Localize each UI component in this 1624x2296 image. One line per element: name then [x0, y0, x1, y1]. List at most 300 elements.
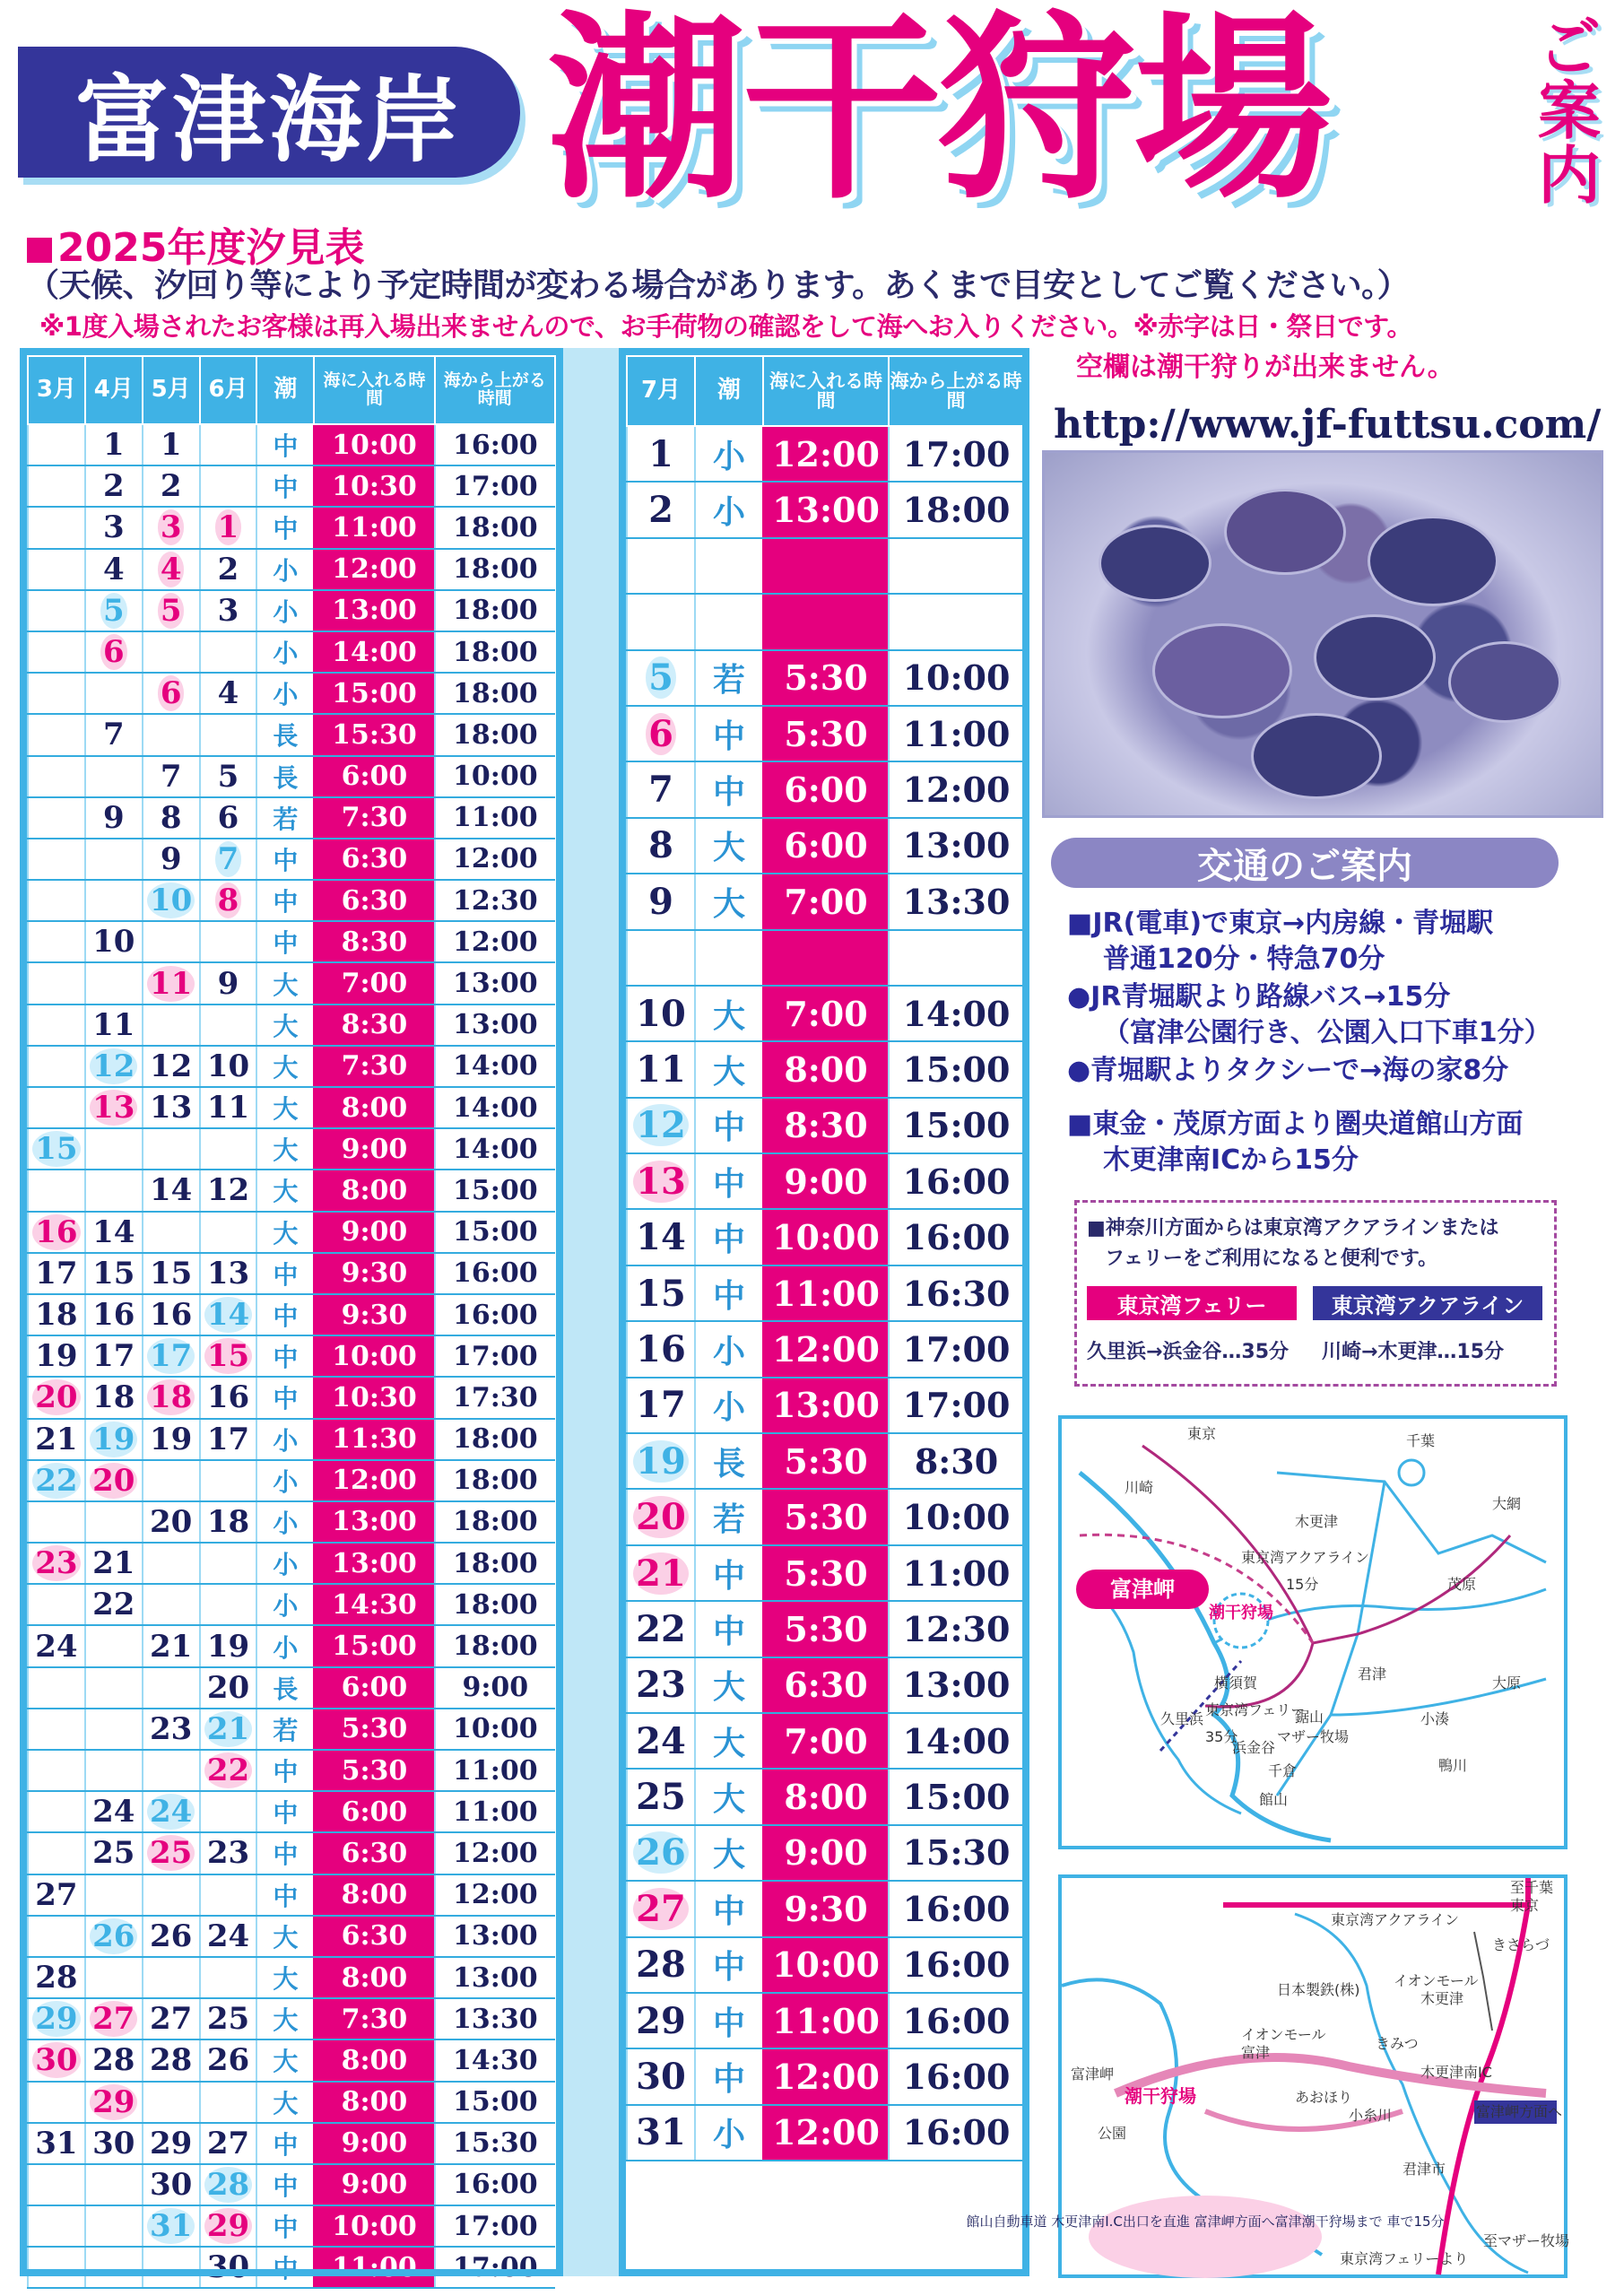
day-cell [143, 1874, 200, 1916]
table-row [28, 1750, 555, 1791]
day-cell: 29 [85, 2082, 143, 2123]
map-label: 千葉 [1406, 1432, 1436, 1449]
tide-cell: 中 [256, 839, 314, 880]
column-header: 海に入れる時間 [314, 356, 434, 424]
day-cell [143, 1460, 200, 1501]
day-cell [200, 714, 257, 755]
svg-text:潮干狩場: 潮干狩場 [1209, 1604, 1273, 1622]
table-row [627, 594, 1023, 649]
tide-cell: 中 [256, 2164, 314, 2205]
day-cell: 19 [143, 1419, 200, 1460]
day-cell: 2 [200, 549, 257, 590]
enter-time-cell: 15:30 [314, 714, 434, 755]
day-cell: 3 [200, 590, 257, 631]
exit-time-cell: 12:00 [435, 1874, 555, 1916]
day-cell: 17 [28, 1253, 85, 1294]
enter-time-cell: 12:00 [763, 2048, 889, 2104]
day-cell: 27 [28, 1874, 85, 1916]
day-cell: 23 [143, 1709, 200, 1750]
exit-time-cell [889, 594, 1023, 649]
column-header: 海に入れる時間 [763, 356, 889, 426]
map-label: きみつ [1376, 2035, 1419, 2052]
exit-time-cell: 18:00 [435, 549, 555, 590]
tide-cell: 小 [695, 1321, 763, 1377]
tide-cell: 中 [256, 1335, 314, 1377]
day-cell [28, 756, 85, 797]
day-cell [28, 880, 85, 921]
day-cell: 26 [200, 2039, 257, 2081]
table-row [28, 1004, 555, 1046]
day-cell: 10 [200, 1046, 257, 1087]
map-label: 君津市 [1403, 2161, 1446, 2178]
svg-text:潮干狩場: 潮干狩場 [1125, 2085, 1196, 2107]
enter-time-cell: 5:30 [763, 1545, 889, 1601]
day-cell [28, 424, 85, 465]
day-cell: 11 [85, 1004, 143, 1046]
day-cell: 13 [200, 1253, 257, 1294]
ferry-badge: 東京湾フェリー [1087, 1286, 1297, 1320]
exit-time-cell: 17:00 [889, 1378, 1023, 1433]
tide-cell: 小 [695, 426, 763, 482]
day-cell: 21 [85, 1543, 143, 1584]
table-row [28, 590, 555, 631]
tide-cell: 小 [256, 1460, 314, 1501]
day-cell: 20 [143, 1501, 200, 1543]
day-cell: 17 [143, 1335, 200, 1377]
exit-time-cell: 11:00 [435, 1750, 555, 1791]
enter-time-cell: 6:30 [314, 1916, 434, 1957]
column-header: 潮 [695, 356, 763, 426]
enter-time-cell: 9:00 [763, 1825, 889, 1881]
exit-time-cell: 10:00 [435, 1709, 555, 1750]
exit-time-cell: 13:30 [435, 1998, 555, 2039]
day-cell: 24 [28, 1625, 85, 1666]
exit-time-cell: 12:00 [435, 1832, 555, 1874]
tide-cell: 大 [256, 1998, 314, 2039]
day-cell [85, 1170, 143, 1211]
day-cell [200, 2082, 257, 2123]
aqualine-route: 川崎→木更津…15分 [1322, 1341, 1505, 1363]
column-header: 4月 [85, 356, 143, 424]
table-row [627, 538, 1023, 594]
notice-reentry: ※1度入場されたお客様は再入場出来ませんので、お手荷物の確認をして海へお入りください。※赤字は日・祭日です。 [39, 311, 1413, 342]
enter-time-cell: 6:30 [314, 880, 434, 921]
day-cell: 5 [143, 590, 200, 631]
tide-cell: 中 [695, 1545, 763, 1601]
day-cell: 14 [85, 1212, 143, 1253]
table-row [28, 880, 555, 921]
enter-time-cell: 6:00 [763, 818, 889, 874]
day-cell [85, 1667, 143, 1709]
exit-time-cell: 12:30 [435, 880, 555, 921]
day-cell [143, 2082, 200, 2123]
tide-cell: 大 [256, 1046, 314, 1087]
tide-cell: 大 [256, 1004, 314, 1046]
tide-cell: 若 [256, 797, 314, 839]
enter-time-cell: 11:00 [314, 2247, 434, 2288]
day-cell [627, 538, 695, 594]
exit-time-cell: 11:00 [889, 1545, 1023, 1601]
exit-time-cell: 13:30 [889, 874, 1023, 929]
access-line-bus-detail: （富津公園行き、公園入口下車1分） [1103, 1017, 1551, 1048]
enter-time-cell: 8:00 [763, 1769, 889, 1824]
enter-time-cell: 6:00 [314, 756, 434, 797]
day-cell: 21 [200, 1709, 257, 1750]
day-cell: 21 [143, 1625, 200, 1666]
day-cell: 27 [200, 2123, 257, 2164]
map-label: 東京湾フェリーより [1340, 2250, 1469, 2267]
map-label: 川崎 [1125, 1479, 1154, 1496]
exit-time-cell: 18:00 [435, 1625, 555, 1666]
enter-time-cell: 5:30 [763, 1433, 889, 1489]
day-cell: 4 [143, 549, 200, 590]
map-label: イオンモール [1394, 1972, 1479, 1989]
enter-time-cell: 12:00 [763, 1321, 889, 1377]
enter-time-cell: 9:30 [314, 1294, 434, 1335]
exit-time-cell: 18:00 [435, 1460, 555, 1501]
day-cell [85, 1874, 143, 1916]
exit-time-cell: 17:00 [889, 1321, 1023, 1377]
enter-time-cell: 8:00 [314, 1170, 434, 1211]
column-header: 3月 [28, 356, 85, 424]
tide-cell: 大 [695, 1713, 763, 1769]
tide-cell: 大 [695, 1825, 763, 1881]
day-cell [143, 921, 200, 962]
day-cell: 13 [143, 1087, 200, 1128]
table-row [28, 1791, 555, 1832]
table-row [28, 1046, 555, 1087]
table-row [627, 1321, 1023, 1377]
tide-cell: 大 [256, 1170, 314, 1211]
enter-time-cell: 10:30 [314, 465, 434, 507]
table-row [28, 839, 555, 880]
exit-time-cell: 16:30 [889, 1265, 1023, 1321]
tide-cell: 中 [256, 880, 314, 921]
tide-cell: 中 [256, 424, 314, 465]
tide-cell: 大 [695, 1657, 763, 1713]
day-cell: 21 [28, 1419, 85, 1460]
tide-cell: 中 [256, 2247, 314, 2288]
day-cell [200, 921, 257, 962]
tide-cell: 大 [256, 962, 314, 1004]
day-cell [200, 1128, 257, 1170]
day-cell: 27 [143, 1998, 200, 2039]
day-cell: 10 [143, 880, 200, 921]
day-cell: 31 [143, 2205, 200, 2247]
map-label: 日本製鉄(株) [1277, 1981, 1360, 1998]
tide-cell: 中 [695, 706, 763, 761]
day-cell: 11 [200, 1087, 257, 1128]
map-label: 鴨川 [1438, 1757, 1468, 1774]
tide-cell: 小 [695, 482, 763, 537]
tide-cell: 若 [695, 650, 763, 706]
tide-table-jul [626, 355, 1024, 2161]
day-cell: 22 [200, 1750, 257, 1791]
map-label: マザー牧場 [1277, 1728, 1350, 1745]
tide-cell: 中 [256, 1377, 314, 1418]
day-cell: 19 [85, 1419, 143, 1460]
day-cell [85, 1750, 143, 1791]
day-cell: 6 [143, 673, 200, 714]
day-cell: 18 [28, 1294, 85, 1335]
day-cell: 28 [28, 1957, 85, 1998]
tide-cell: 中 [256, 465, 314, 507]
table-row [28, 1832, 555, 1874]
enter-time-cell: 9:30 [763, 1881, 889, 1936]
enter-time-cell: 7:00 [314, 962, 434, 1004]
tide-cell: 小 [256, 1584, 314, 1625]
enter-time-cell: 10:30 [314, 1377, 434, 1418]
day-cell: 9 [85, 797, 143, 839]
day-cell: 5 [200, 756, 257, 797]
day-cell: 1 [143, 424, 200, 465]
tide-table-mar-jun [27, 355, 556, 2289]
table-row [28, 756, 555, 797]
enter-time-cell: 13:00 [314, 1543, 434, 1584]
access-line-train: ■JR(電車)で東京→内房線・青堀駅 [1067, 908, 1494, 939]
table-row [28, 1709, 555, 1750]
exit-time-cell: 13:00 [889, 818, 1023, 874]
table-row [627, 706, 1023, 761]
enter-time-cell: 13:00 [763, 1378, 889, 1433]
table-row [28, 2247, 555, 2288]
day-cell [143, 1128, 200, 1170]
table-row [627, 818, 1023, 874]
exit-time-cell: 17:00 [889, 426, 1023, 482]
map-label: 東京湾アクアライン [1331, 1911, 1460, 1928]
day-cell [200, 1212, 257, 1253]
tide-cell: 長 [695, 1433, 763, 1489]
exit-time-cell: 17:30 [435, 1377, 555, 1418]
day-cell: 15 [143, 1253, 200, 1294]
exit-time-cell: 11:00 [435, 797, 555, 839]
table-row [28, 2164, 555, 2205]
day-cell: 25 [85, 1832, 143, 1874]
enter-time-cell: 13:00 [314, 1501, 434, 1543]
table-row [627, 482, 1023, 537]
day-cell: 13 [627, 1153, 695, 1209]
day-cell: 26 [627, 1825, 695, 1881]
table-row [627, 1825, 1023, 1881]
map-label: 35分 [1205, 1728, 1238, 1745]
day-cell [28, 2247, 85, 2288]
table-row [28, 1667, 555, 1709]
enter-time-cell: 14:00 [314, 631, 434, 673]
tide-cell: 中 [695, 2048, 763, 2104]
main-title: 潮干狩場 [547, 0, 1329, 226]
day-cell: 18 [200, 1501, 257, 1543]
day-cell: 15 [200, 1335, 257, 1377]
notice-main: （天候、汐回り等により予定時間が変わる場合があります。あくまで目安としてご覧ください。） [27, 267, 1410, 304]
exit-time-cell: 12:00 [889, 761, 1023, 817]
exit-time-cell: 17:00 [435, 2205, 555, 2247]
tide-cell: 大 [256, 1212, 314, 1253]
exit-time-cell: 10:00 [889, 650, 1023, 706]
day-cell: 21 [627, 1545, 695, 1601]
day-cell: 23 [627, 1657, 695, 1713]
access-title: 交通のご案内 [1051, 838, 1559, 888]
day-cell: 20 [200, 1667, 257, 1709]
day-cell [28, 1791, 85, 1832]
day-cell: 29 [143, 2123, 200, 2164]
exit-time-cell: 16:00 [435, 1294, 555, 1335]
day-cell [28, 921, 85, 962]
enter-time-cell: 15:00 [314, 673, 434, 714]
day-cell [200, 1874, 257, 1916]
enter-time-cell: 11:00 [314, 507, 434, 548]
exit-time-cell: 16:00 [435, 1253, 555, 1294]
tide-cell: 中 [256, 1253, 314, 1294]
tide-cell: 大 [256, 1916, 314, 1957]
day-cell: 25 [200, 1998, 257, 2039]
day-cell: 16 [28, 1212, 85, 1253]
map-label: 小糸川 [1349, 2107, 1393, 2124]
exit-time-cell: 16:00 [889, 1153, 1023, 1209]
day-cell [627, 594, 695, 649]
day-cell: 19 [28, 1335, 85, 1377]
exit-time-cell: 17:00 [435, 2247, 555, 2288]
day-cell: 20 [85, 1460, 143, 1501]
tide-cell: 小 [256, 673, 314, 714]
tide-cell: 中 [256, 1874, 314, 1916]
day-cell [85, 1501, 143, 1543]
website-link[interactable]: http://www.jf-futtsu.com/ [1054, 402, 1602, 448]
day-cell: 30 [28, 2039, 85, 2081]
day-cell [28, 673, 85, 714]
exit-time-cell: 13:00 [435, 962, 555, 1004]
day-cell: 28 [627, 1937, 695, 1993]
tide-cell: 中 [256, 1294, 314, 1335]
exit-time-cell: 14:00 [435, 1046, 555, 1087]
column-header: 7月 [627, 356, 695, 426]
day-cell [200, 631, 257, 673]
day-cell: 5 [85, 590, 143, 631]
day-cell: 15 [28, 1128, 85, 1170]
svg-text:館山自動車道 木更津南I.C出口を直進 富津岬方面へ富津潮干: 館山自動車道 木更津南I.C出口を直進 富津岬方面へ富津潮干狩場まで 車で15分 [966, 2213, 1445, 2230]
day-cell: 31 [627, 2105, 695, 2161]
exit-time-cell: 16:00 [889, 1209, 1023, 1265]
map-label: 横須賀 [1214, 1674, 1258, 1692]
tide-cell: 中 [256, 1750, 314, 1791]
day-cell: 30 [200, 2247, 257, 2288]
tide-cell: 小 [695, 2105, 763, 2161]
enter-time-cell: 13:00 [314, 590, 434, 631]
day-cell: 3 [143, 507, 200, 548]
exit-time-cell: 10:00 [889, 1489, 1023, 1544]
day-cell: 28 [85, 2039, 143, 2081]
map-label: 大網 [1492, 1495, 1522, 1512]
exit-time-cell: 18:00 [435, 1419, 555, 1460]
tide-cell: 大 [695, 986, 763, 1041]
day-cell [143, 1212, 200, 1253]
day-cell: 20 [627, 1489, 695, 1544]
enter-time-cell: 10:00 [314, 424, 434, 465]
day-cell [85, 2205, 143, 2247]
enter-time-cell: 5:30 [314, 1750, 434, 1791]
day-cell: 18 [143, 1377, 200, 1418]
map-label: イオンモール [1241, 2026, 1326, 2043]
square-bullet-icon [27, 238, 52, 263]
exit-time-cell: 18:00 [435, 1543, 555, 1584]
exit-time-cell: 12:30 [889, 1601, 1023, 1657]
day-cell: 24 [200, 1916, 257, 1957]
exit-time-cell: 15:00 [435, 1170, 555, 1211]
day-cell [28, 590, 85, 631]
exit-time-cell: 18:00 [435, 1584, 555, 1625]
day-cell [28, 1046, 85, 1087]
map-label: 東京 [1187, 1425, 1217, 1442]
exit-time-cell: 17:00 [435, 465, 555, 507]
day-cell: 7 [143, 756, 200, 797]
table-row [28, 2205, 555, 2247]
table-row [627, 1937, 1023, 1993]
enter-time-cell: 12:00 [763, 426, 889, 482]
table-row [627, 1209, 1023, 1265]
day-cell [28, 2082, 85, 2123]
table-row [28, 673, 555, 714]
day-cell: 7 [200, 839, 257, 880]
day-cell: 1 [85, 424, 143, 465]
day-cell [85, 1128, 143, 1170]
table-row [28, 1170, 555, 1211]
map-label: 東京湾フェリー [1205, 1701, 1306, 1718]
tide-cell: 大 [256, 2082, 314, 2123]
day-cell: 2 [627, 482, 695, 537]
map-label: 君津 [1358, 1665, 1387, 1683]
access-line-car-time: 木更津南ICから15分 [1103, 1144, 1359, 1176]
table-row [28, 424, 555, 465]
day-cell [143, 1004, 200, 1046]
enter-time-cell [763, 538, 889, 594]
enter-time-cell: 6:30 [314, 1832, 434, 1874]
day-cell [143, 1667, 200, 1709]
table-row [28, 1916, 555, 1957]
day-cell: 8 [627, 818, 695, 874]
map-label: 公園 [1098, 2125, 1127, 2142]
map-label: きさらづ [1492, 1936, 1550, 1953]
region-map-svg [1062, 1419, 1564, 1846]
day-cell [28, 1750, 85, 1791]
exit-time-cell: 8:30 [889, 1433, 1023, 1489]
table-row [28, 1335, 555, 1377]
day-cell [143, 1543, 200, 1584]
day-cell: 30 [85, 2123, 143, 2164]
tide-cell: 大 [256, 1087, 314, 1128]
table-row [28, 507, 555, 548]
exit-time-cell: 15:30 [889, 1825, 1023, 1881]
day-cell [143, 1957, 200, 1998]
tide-cell: 小 [256, 590, 314, 631]
exit-time-cell: 13:00 [435, 1957, 555, 1998]
day-cell [28, 465, 85, 507]
enter-time-cell: 9:00 [763, 1153, 889, 1209]
exit-time-cell: 18:00 [435, 631, 555, 673]
info-text-1: ■神奈川方面からは東京湾アクアラインまたは [1087, 1217, 1499, 1239]
enter-time-cell: 14:30 [314, 1584, 434, 1625]
table-row [28, 921, 555, 962]
day-cell: 24 [85, 1791, 143, 1832]
day-cell: 6 [627, 706, 695, 761]
tide-cell: 小 [256, 549, 314, 590]
tide-cell [695, 930, 763, 986]
tide-cell: 中 [695, 1098, 763, 1153]
day-cell: 4 [200, 673, 257, 714]
enter-time-cell: 6:00 [314, 1791, 434, 1832]
table-row [28, 1543, 555, 1584]
tide-cell: 小 [256, 1501, 314, 1543]
tide-cell: 長 [256, 1667, 314, 1709]
table-row [28, 1212, 555, 1253]
